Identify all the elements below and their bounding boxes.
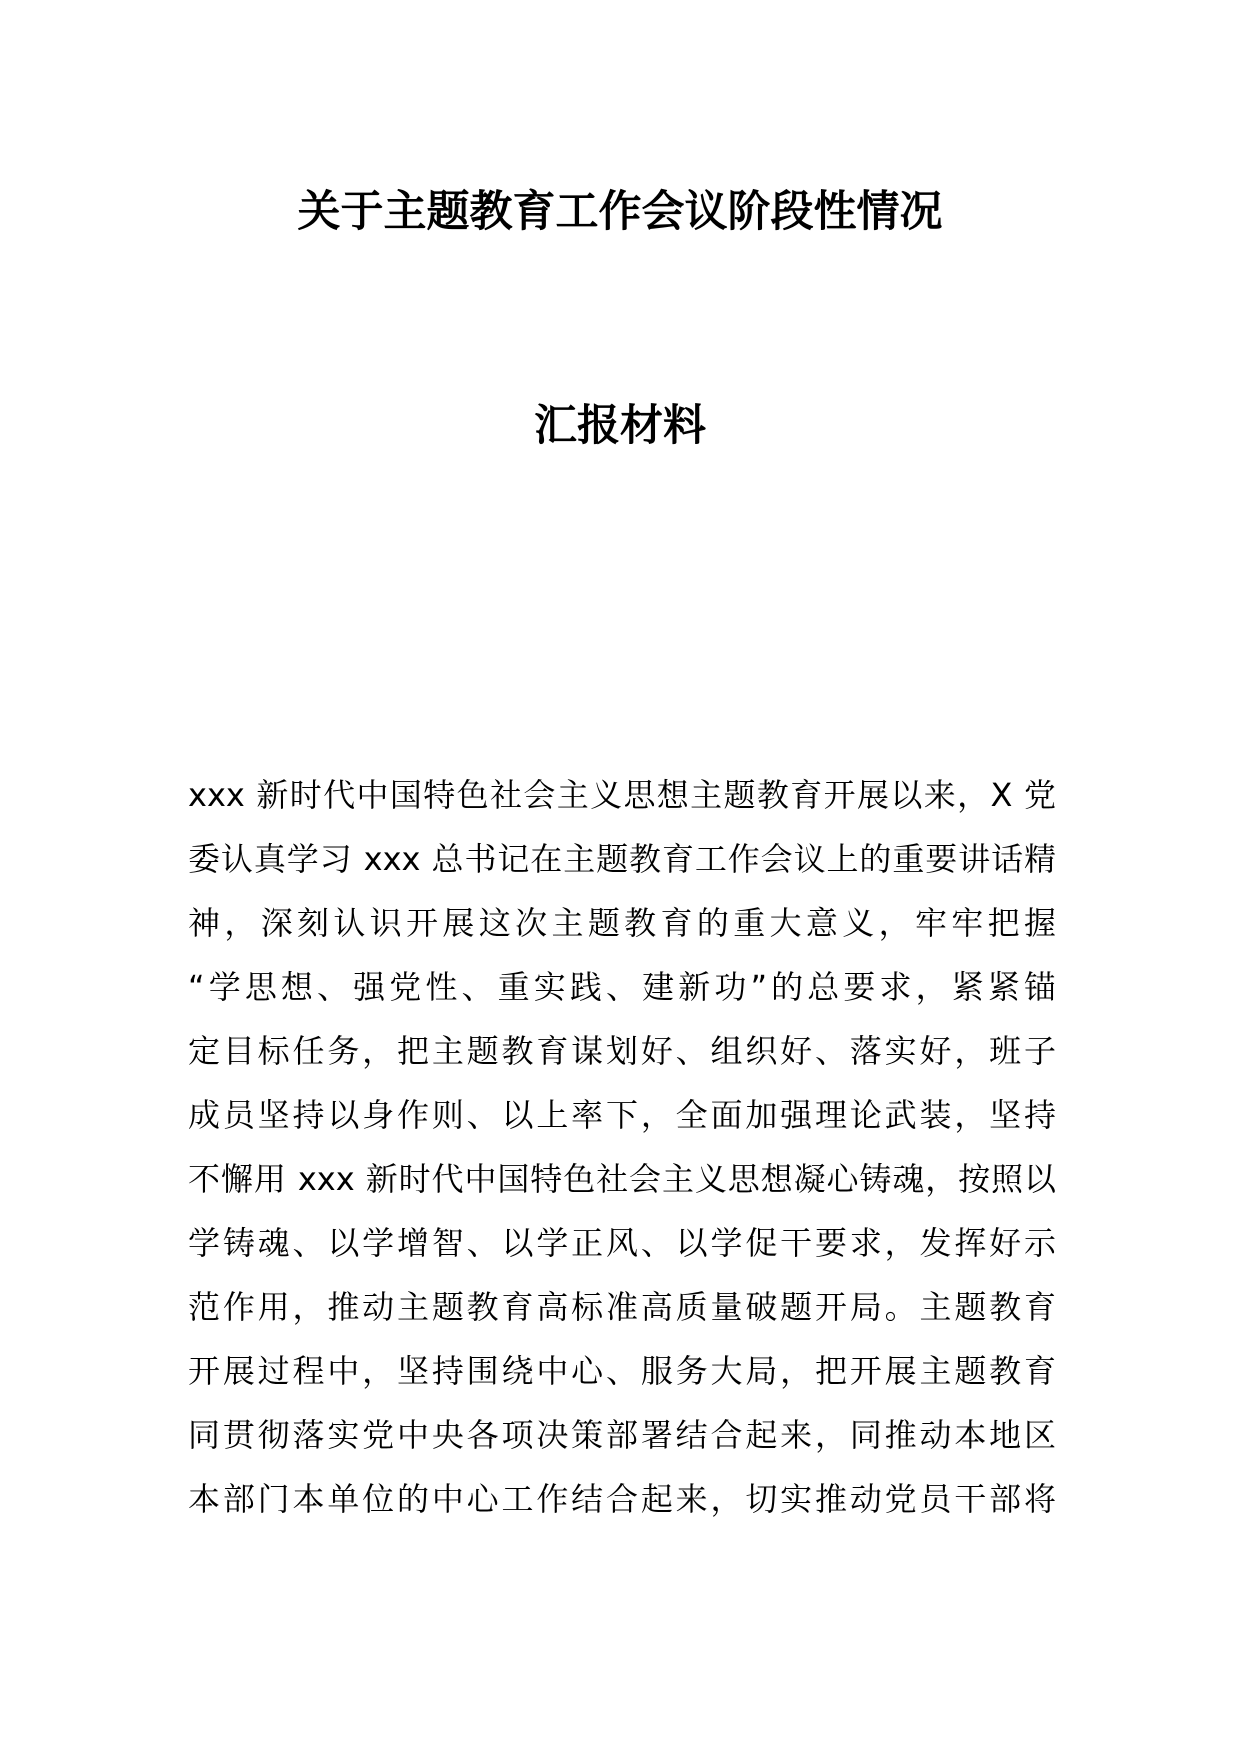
body-line: 定目标任务，把主题教育谋划好、组织好、落实好，班子: [188, 1032, 1056, 1070]
body-line: 学铸魂、以学增智、以学正风、以学促干要求，发挥好示: [188, 1224, 1056, 1262]
body-line: 本部门本单位的中心工作结合起来，切实推动党员干部将: [188, 1480, 1056, 1518]
body-line: 成员坚持以身作则、以上率下，全面加强理论武装，坚持: [188, 1096, 1056, 1134]
body-line: 同贯彻落实党中央各项决策部署结合起来，同推动本地区: [188, 1416, 1056, 1454]
body-line: xxx 新时代中国特色社会主义思想主题教育开展以来，X 党: [188, 776, 1056, 814]
document-title-line-2: 汇报材料: [534, 401, 706, 451]
body-line: 不懈用 xxx 新时代中国特色社会主义思想凝心铸魂，按照以: [188, 1160, 1056, 1198]
document-title-line-1: 关于主题教育工作会议阶段性情况: [297, 187, 943, 237]
body-line: 范作用，推动主题教育高标准高质量破题开局。主题教育: [188, 1288, 1056, 1326]
body-line: “学思想、强党性、重实践、建新功”的总要求，紧紧锚: [188, 968, 1056, 1006]
body-line: 神，深刻认识开展这次主题教育的重大意义，牢牢把握: [188, 904, 1056, 942]
body-line: 委认真学习 xxx 总书记在主题教育工作会议上的重要讲话精: [188, 840, 1056, 878]
body-line: 开展过程中，坚持围绕中心、服务大局，把开展主题教育: [188, 1352, 1056, 1390]
